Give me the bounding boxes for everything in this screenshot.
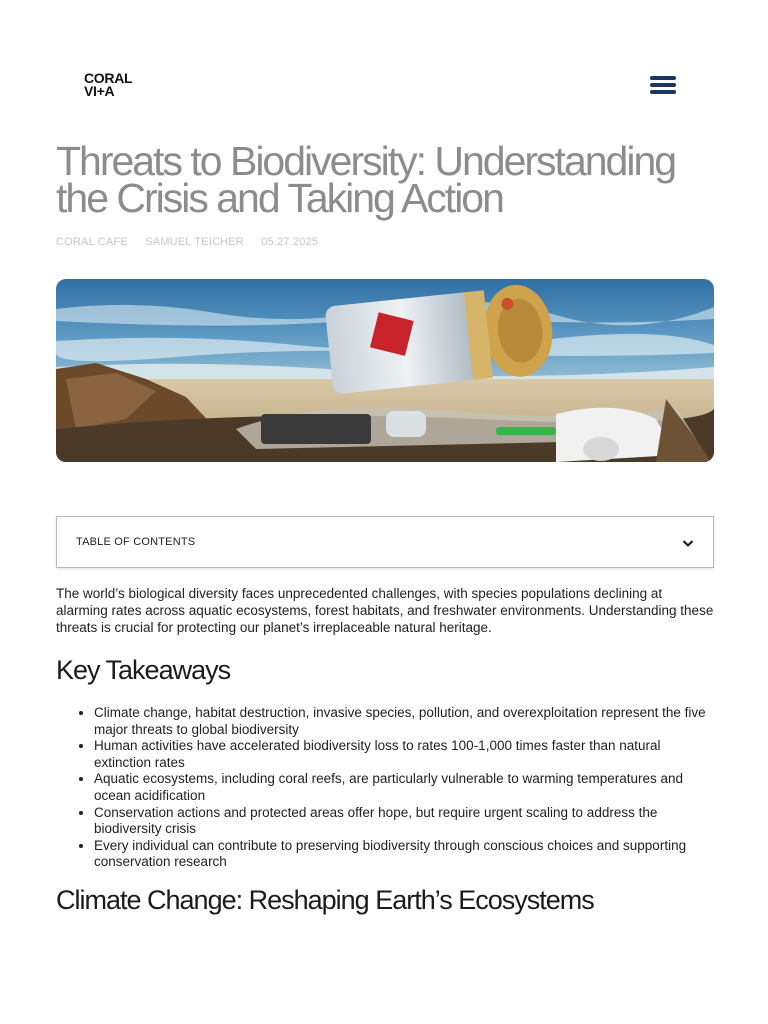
- chevron-down-icon[interactable]: [681, 536, 695, 550]
- article-title: Threats to Biodiversity: Understanding the Crisis and Taking Action: [56, 138, 676, 221]
- list-item: • Aquatic ecosystems, including coral reefs, are particularly vulnerable to warming temperatures and ocean acidification: [94, 771, 706, 804]
- list-item: • Climate change, habitat destruction, invasive species, pollution, and overexploitation represent the five major threats to global biodiversity: [94, 705, 706, 738]
- article-intro-paragraph: The world’s biological diversity faces unprecedented challenges, with species populations declining at alarming rates across aquatic ecosystems, forest habitats, and freshwater environments. Understanding these threats is crucial for protecting our planet’s irreplaceable natural heritage.: [56, 586, 714, 635]
- key-takeaways-list: [76, 705, 706, 871]
- table-of-contents-toggle[interactable]: [56, 516, 714, 568]
- hamburger-menu-icon[interactable]: [650, 76, 676, 96]
- toc-label: TABLE OF CONTENTS: [76, 536, 196, 548]
- site-header: [0, 0, 768, 120]
- article-category-link[interactable]: CORAL CAFE: [56, 236, 128, 248]
- coral-vita-logo[interactable]: [84, 72, 144, 102]
- key-takeaways-heading: Key Takeaways: [56, 655, 231, 685]
- list-item: • Human activities have accelerated biodiversity loss to rates 100-1,000 times faster than natural extinction rates: [94, 738, 706, 771]
- climate-change-section-heading: Climate Change: Reshaping Earth’s Ecosystems: [56, 885, 594, 915]
- logo-text-top: CORAL: [84, 70, 133, 86]
- list-item: • Every individual can contribute to preserving biodiversity through conscious choices and supporting conservation research: [94, 838, 706, 871]
- logo-text-bottom: VI+A: [84, 83, 115, 99]
- article-date: 05.27.2025: [261, 236, 319, 248]
- list-item: • Conservation actions and protected areas offer hope, but require urgent scaling to address the biodiversity crisis: [94, 805, 706, 838]
- hero-image-beach-pollution: [56, 279, 714, 462]
- article-author: SAMUEL TEICHER: [145, 236, 244, 248]
- article-meta: [56, 236, 332, 250]
